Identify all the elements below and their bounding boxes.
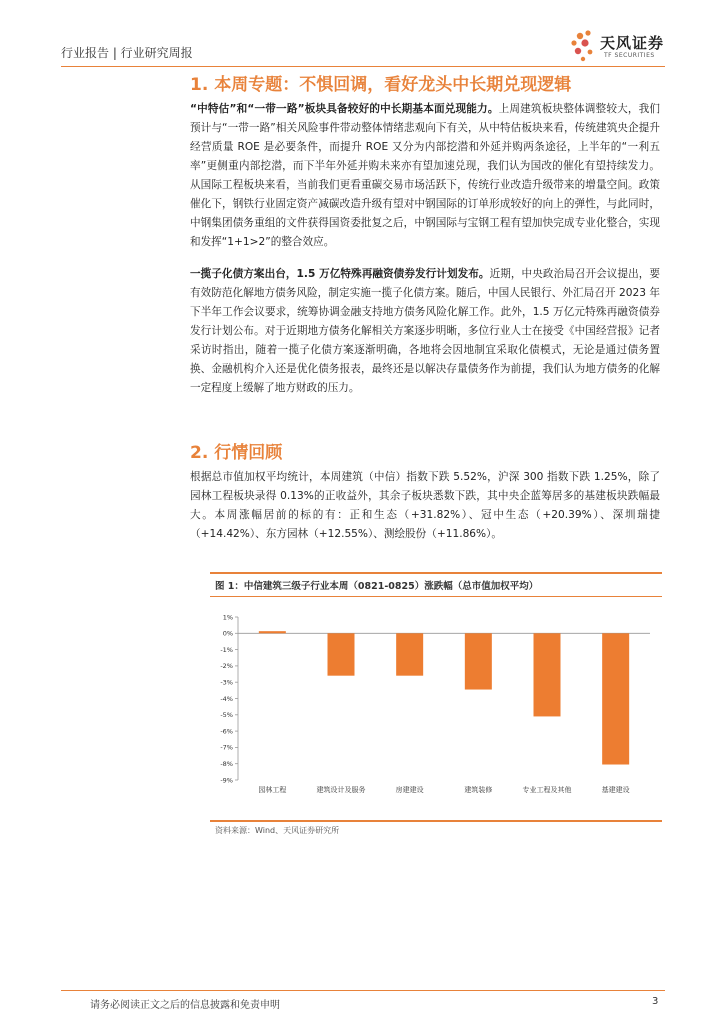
- y-tick-label: 0%: [222, 629, 233, 638]
- footer-rule: [61, 990, 665, 991]
- category-label: 园林工程: [258, 786, 287, 794]
- bar-6: [602, 633, 629, 764]
- figure-rule-top: [210, 572, 662, 574]
- section2-title: 2. 行情回顾: [190, 443, 283, 463]
- y-tick-label: -8%: [220, 760, 233, 768]
- figure-source: 资料来源：Wind、天风证券研究所: [215, 826, 340, 835]
- header-title: 行业报告 | 行业研究周报: [61, 46, 193, 60]
- bar-chart: [210, 605, 662, 810]
- y-tick-label: -2%: [220, 662, 233, 671]
- figure-rule-bottom: [210, 820, 662, 822]
- figure-rule-sub: [210, 596, 662, 597]
- figure-title: 图 1：中信建筑三级子行业本周（0821-0825）涨跌幅（总市值加权平均）: [215, 581, 539, 592]
- y-tick-label: -6%: [220, 727, 233, 736]
- footer-disclaimer: 请务必阅读正文之后的信息披露和免责申明: [90, 1000, 280, 1011]
- bar-4: [465, 633, 492, 689]
- category-label: 房建建设: [395, 786, 424, 794]
- section1-p2-bold: 一揽子化债方案出台，1.5 万亿特殊再融资债券发行计划发布。: [190, 268, 490, 280]
- section1-paragraph2: [190, 265, 660, 398]
- category-label: 专业工程及其他: [522, 786, 572, 794]
- bar-3: [396, 633, 423, 675]
- logo-sub: TF SECURITIES: [604, 52, 655, 59]
- bar-5: [534, 633, 561, 716]
- y-tick-label: -1%: [220, 645, 233, 654]
- y-tick-label: -7%: [220, 743, 233, 752]
- section1-p2-rest: 近期，中央政治局召开会议提出，要有效防范化解地方债务风险，制定实施一揽子化债方案。随后，中国人民银行、外汇局召开 2023 年下半年工作会议要求，统筹协调金融支持地方债务风险化解工作。此外，1.5 万亿元特殊再融资债券发行计划公布。对于近期地方债务化解相关方案逐步明晰，多位行业人士在接受《中国经营报》记者采访时指出，随着一揽子化债方案逐渐明确，各地将会因地制宜采取化债模式，无论是通过债务置换、金融机构介入还是优化债务报表，最终还是以解决存量债务作为前提，我们认为地方债务的化解一定程度上缓解了地方财政的压力。: [190, 268, 661, 394]
- y-tick-label: -4%: [220, 694, 233, 703]
- y-tick-label: 1%: [222, 613, 233, 622]
- section2-paragraph: 根据总市值加权平均统计，本周建筑（中信）指数下跌 5.52%，沪深 300 指数下跌 1.25%，除了园林工程板块录得 0.13%的正收益外，其余子板块悉数下跌，其中央企蓝筹居多的基建板块跌幅最大。本周涨幅居前的标的有：正和生态（+31.82%）、冠中生态（+20.39%）、深圳瑞捷（+14.42%）、东方园林（+12.55%）、测绘股份（+11.86%）。: [190, 471, 660, 540]
- y-tick-label: -5%: [220, 711, 233, 720]
- section1-paragraph1: [190, 100, 660, 252]
- category-label: 基建建设: [601, 786, 630, 794]
- category-label: 建筑设计及服务: [316, 786, 366, 794]
- header-rule: [61, 66, 665, 67]
- y-tick-label: -3%: [220, 678, 233, 687]
- category-label: 建筑装修: [464, 786, 493, 794]
- y-tick-label: -9%: [220, 776, 233, 785]
- section1-title: 1. 本周专题：不惧回调，看好龙头中长期兑现逻辑: [190, 75, 572, 95]
- bar-2: [328, 633, 355, 675]
- page-number: 3: [652, 996, 659, 1007]
- section1-p1-rest: 上周建筑板块整体调整较大，我们预计与“一带一路”相关风险事件带动整体情绪悲观向下有关，从中特估板块来看，传统建筑央企提升经营质量 ROE 是必要条件，而提升 ROE 又分为内部挖潜和外延并购两条途径，上半年的“一利五率”更侧重内部挖潜，而下半年外延并购未来亦有望加速兑现，我们认为国改的催化有望持续发力。从国际工程板块来看，当前我们更看重碳交易市场活跃下，传统行业改造升级带来的增量空间。政策催化下，钢铁行业固定资产减碳改造升级有望对中钢国际的订单形成较好的向上的弹性，与此同时，中钢集团债务重组的文件获得国资委批复之后，中钢国际与宝钢工程有望加快完成专业化整合，实现和发挥“1+1>2”的整合效应。: [190, 103, 660, 248]
- bar-1: [259, 631, 286, 633]
- logo-name: 天风证券: [600, 34, 665, 52]
- section1-p1-bold: “中特估”和“一带一路”板块具备较好的中长期基本面兑现能力。: [190, 103, 499, 115]
